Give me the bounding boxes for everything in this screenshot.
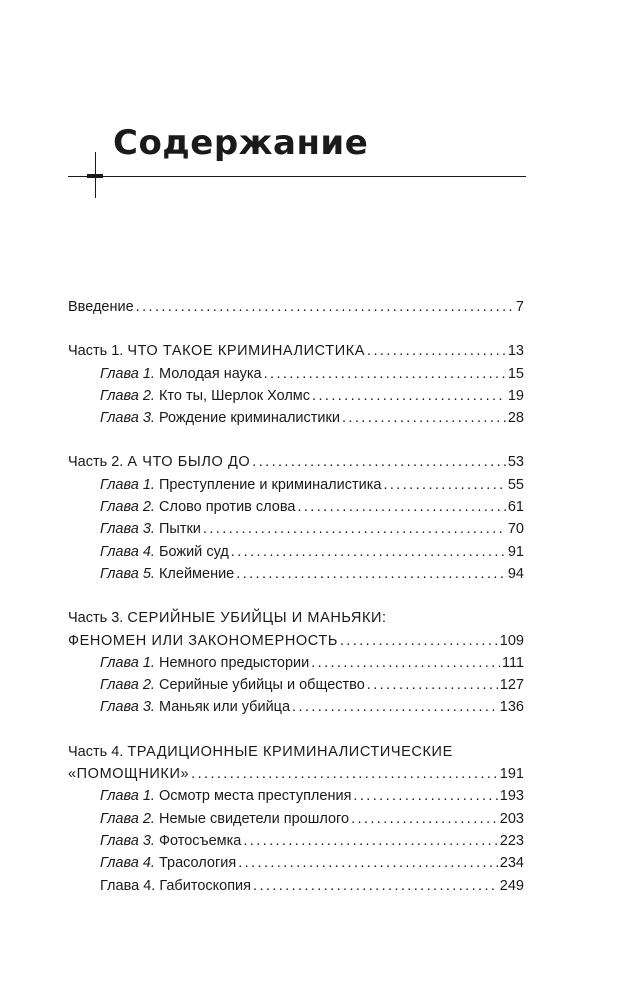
toc-chapter-label	[100, 474, 381, 496]
toc-chapter-entry[interactable]	[68, 407, 524, 429]
toc-chapter-prefix: Глава 2.	[100, 499, 155, 516]
dot-leader	[353, 785, 497, 807]
toc-chapter-title: Маньяк или убийца	[158, 699, 291, 716]
toc-chapter-label	[100, 852, 236, 874]
toc-entry-page: 249	[499, 877, 524, 894]
toc-chapter-entry[interactable]	[68, 696, 524, 718]
toc-entry-page: 7	[515, 299, 524, 315]
toc-chapter-label	[100, 696, 290, 718]
toc-part-label	[68, 744, 453, 760]
toc-entry-page: 191	[499, 766, 524, 783]
toc-entry-label: Введение	[68, 299, 134, 315]
toc-entry-page: 28	[507, 410, 524, 427]
crosshair-mark-horizontal	[87, 174, 103, 178]
dot-leader	[383, 474, 505, 496]
toc-chapter-prefix: Глава 4.	[100, 855, 155, 872]
toc-chapter-title: Немного предыстории	[158, 654, 310, 671]
toc-chapter-entry[interactable]	[68, 363, 524, 385]
dot-leader	[238, 852, 498, 874]
toc-chapter-entry[interactable]	[68, 541, 524, 563]
toc-part-label	[68, 630, 338, 652]
toc-part-3	[68, 607, 524, 718]
dot-leader	[253, 875, 498, 897]
dot-leader	[252, 451, 506, 473]
toc-chapter-title: Трасология	[158, 855, 237, 872]
section-gap	[68, 585, 524, 607]
toc-chapter-entry[interactable]	[68, 785, 524, 807]
toc-part-heading-line	[68, 741, 524, 763]
toc-chapter-title: Серийные убийцы и общество	[158, 677, 365, 694]
dot-leader	[311, 652, 500, 674]
page-title: Содержание	[113, 123, 369, 163]
toc-chapter-entry[interactable]	[68, 875, 524, 897]
toc-chapter-title: Клеймение	[158, 565, 235, 582]
toc-chapter-entry[interactable]	[68, 830, 524, 852]
toc-chapter-prefix: Глава 3.	[100, 521, 155, 538]
dot-leader	[367, 674, 498, 696]
toc-chapter-entry[interactable]	[68, 563, 524, 585]
toc-chapter-entry[interactable]	[68, 474, 524, 496]
toc-chapter-prefix: Глава 1.	[100, 788, 155, 805]
toc-chapter-label	[100, 830, 241, 852]
toc-chapter-title: Осмотр места преступления	[158, 788, 352, 805]
toc-entry-page: 70	[507, 521, 524, 538]
toc-chapter-label	[100, 875, 251, 897]
toc-chapter-prefix: Глава 1.	[100, 476, 155, 493]
toc-part-title: А ЧТО БЫЛО ДО	[127, 454, 251, 471]
toc-chapter-prefix: Глава 3.	[100, 410, 155, 427]
toc-entry-page: 127	[499, 677, 524, 694]
toc-entry-intro[interactable]	[68, 296, 524, 318]
toc-chapter-prefix: Глава 3.	[100, 832, 155, 849]
toc-entry-page: 53	[507, 454, 524, 471]
dot-leader	[191, 763, 498, 785]
toc-part-label	[68, 763, 189, 785]
toc-part-label	[68, 451, 250, 473]
dot-leader	[351, 808, 498, 830]
toc-chapter-prefix: Глава 4.	[100, 543, 155, 560]
toc-chapter-title: Фотосъемка	[158, 832, 242, 849]
toc-chapter-label	[100, 785, 351, 807]
toc-chapter-prefix: Глава 4.	[100, 877, 156, 894]
toc-chapter-label	[100, 363, 262, 385]
toc-chapter-title: Божий суд	[158, 543, 229, 560]
toc-part-4	[68, 741, 524, 897]
toc-chapter-prefix: Глава 2.	[100, 810, 155, 827]
toc-chapter-prefix: Глава 1.	[100, 365, 155, 382]
toc-part-1	[68, 340, 524, 429]
toc-entry-page: 94	[507, 565, 524, 582]
dot-leader	[342, 407, 506, 429]
dot-leader	[367, 340, 506, 362]
toc-chapter-title: Немые свидетели прошлого	[158, 810, 350, 827]
toc-chapter-title: Преступление и криминалистика	[158, 476, 382, 493]
toc-entry-page: 13	[507, 343, 524, 360]
toc-entry-page: 109	[499, 632, 524, 649]
toc-chapter-prefix: Глава 1.	[100, 654, 155, 671]
toc-chapter-title: Молодая наука	[158, 365, 262, 382]
toc-chapter-label	[100, 808, 349, 830]
dot-leader	[297, 496, 505, 518]
toc-chapter-prefix: Глава 2.	[100, 387, 155, 404]
toc-chapter-entry[interactable]	[68, 518, 524, 540]
toc-entry-page: 61	[507, 499, 524, 516]
toc-entry-page: 15	[507, 365, 524, 382]
toc-chapter-prefix: Глава 5.	[100, 565, 155, 582]
toc-part-heading-line[interactable]	[68, 340, 524, 362]
toc-chapter-title: Пытки	[158, 521, 201, 538]
toc-chapter-entry[interactable]	[68, 674, 524, 696]
toc-part-label	[68, 340, 365, 362]
toc-chapter-label	[100, 385, 310, 407]
toc-chapter-entry[interactable]	[68, 496, 524, 518]
toc-chapter-label	[100, 563, 234, 585]
toc-part-title: ФЕНОМЕН ИЛИ ЗАКОНОМЕРНОСТЬ	[68, 632, 338, 649]
section-gap	[68, 719, 524, 741]
toc-part-2	[68, 451, 524, 585]
toc-chapter-label	[100, 518, 201, 540]
dot-leader	[243, 830, 497, 852]
toc-chapter-label	[100, 407, 340, 429]
toc-part-prefix: Часть 3.	[68, 610, 124, 627]
dot-leader	[292, 696, 498, 718]
toc-chapter-entry[interactable]	[68, 852, 524, 874]
toc-chapter-prefix: Глава 2.	[100, 677, 155, 694]
toc-part-heading-line[interactable]	[68, 451, 524, 473]
toc-chapter-entry[interactable]	[68, 385, 524, 407]
toc-entry-page: 136	[499, 699, 524, 716]
title-rule	[68, 176, 526, 177]
toc-entry-page: 55	[507, 476, 524, 493]
toc-chapter-title: Слово против слова	[158, 499, 296, 516]
table-of-contents	[68, 296, 524, 897]
toc-chapter-title: Габитоскопия	[159, 877, 252, 894]
section-gap	[68, 318, 524, 340]
toc-part-prefix: Часть 4.	[68, 743, 124, 760]
section-gap	[68, 429, 524, 451]
toc-part-title: ЧТО ТАКОЕ КРИМИНАЛИСТИКА	[127, 343, 366, 360]
toc-entry-page: 19	[507, 387, 524, 404]
toc-chapter-label	[100, 652, 309, 674]
toc-part-heading-line[interactable]	[68, 630, 524, 652]
toc-chapter-title: Рождение криминалистики	[158, 410, 340, 427]
dot-leader	[203, 518, 506, 540]
toc-entry-page: 111	[501, 654, 524, 671]
toc-part-prefix: Часть 2.	[68, 454, 124, 471]
toc-chapter-label	[100, 541, 229, 563]
toc-part-title: СЕРИЙНЫЕ УБИЙЦЫ И МАНЬЯКИ:	[127, 610, 387, 627]
toc-entry-page: 91	[507, 543, 524, 560]
toc-part-heading-line	[68, 607, 524, 629]
toc-chapter-label	[100, 674, 365, 696]
toc-part-prefix: Часть 1.	[68, 343, 124, 360]
toc-chapter-prefix: Глава 3.	[100, 699, 155, 716]
toc-chapter-entry[interactable]	[68, 652, 524, 674]
dot-leader	[264, 363, 506, 385]
dot-leader	[136, 296, 514, 318]
toc-chapter-label	[100, 496, 295, 518]
dot-leader	[312, 385, 506, 407]
toc-entry-page: 234	[499, 855, 524, 872]
toc-part-heading-line[interactable]	[68, 763, 524, 785]
toc-entry-page: 203	[499, 810, 524, 827]
toc-part-label	[68, 610, 387, 626]
toc-part-title: ТРАДИЦИОННЫЕ КРИМИНАЛИСТИЧЕСКИЕ	[127, 743, 453, 760]
toc-part-title: «ПОМОЩНИКИ»	[68, 766, 190, 783]
toc-entry-page: 223	[499, 832, 524, 849]
dot-leader	[236, 563, 506, 585]
toc-entry-page: 193	[499, 788, 524, 805]
toc-chapter-title: Кто ты, Шерлок Холмс	[158, 387, 311, 404]
toc-chapter-entry[interactable]	[68, 808, 524, 830]
dot-leader	[231, 541, 506, 563]
dot-leader	[340, 630, 498, 652]
